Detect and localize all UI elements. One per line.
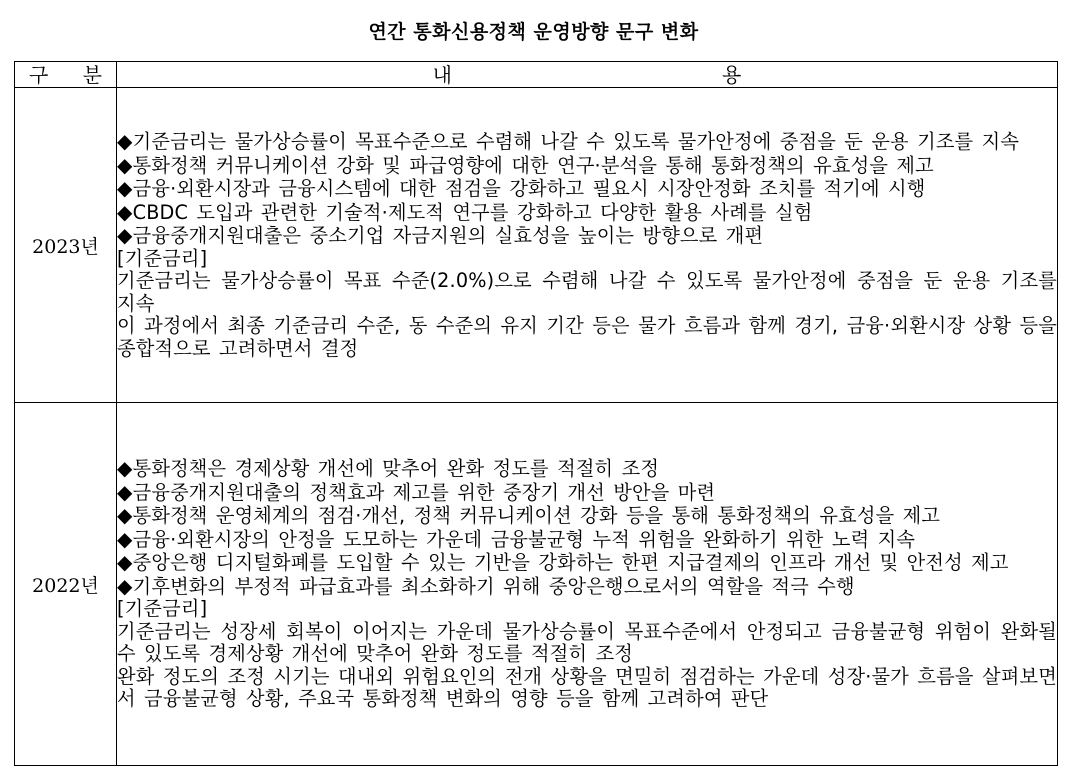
policy-comparison-table bbox=[14, 61, 1058, 766]
header-content-label-part1: 내 bbox=[432, 62, 452, 87]
bullet-item: ◆ 기준금리는 물가상승률이 목표수준으로 수렴해 나갈 수 있도록 물가안정에 중점을 둔 운용 기조를 지속 bbox=[117, 130, 1057, 154]
bullet-item: ◆ 통화정책 운영체계의 점검·개선, 정책 커뮤니케이션 강화 등을 통해 통화정책의 유효성을 제고 bbox=[117, 504, 1057, 528]
bullet-item: ◆ CBDC 도입과 관련한 기술적·제도적 연구를 강화하고 다양한 활용 사례를 실험 bbox=[117, 201, 1057, 225]
bullet-item: ◆ 금융중개지원대출은 중소기업 자금지원의 실효성을 높이는 방향으로 개편 bbox=[117, 224, 1057, 248]
content-cell bbox=[117, 403, 1058, 766]
year-cell: 2023년 bbox=[15, 88, 117, 403]
bullet-item: ◆ 통화정책 커뮤니케이션 강화 및 파급영향에 대한 연구·분석을 통해 통화정책의 유효성을 제고 bbox=[117, 154, 1057, 178]
year-cell: 2022년 bbox=[15, 403, 117, 766]
bullet-item: ◆ 금융중개지원대출의 정책효과 제고를 위한 중장기 개선 방안을 마련 bbox=[117, 481, 1057, 505]
content-cell bbox=[117, 88, 1058, 403]
paragraph: 기준금리는 성장세 회복이 이어지는 가운데 물가상승률이 목표수준에서 안정되고 금융불균형 위험이 완화될 수 있도록 경제상황 개선에 맞추어 완화 정도를 적절히 조정 bbox=[117, 619, 1057, 666]
header-category bbox=[15, 62, 117, 88]
table-row-2022 bbox=[15, 403, 1058, 766]
bullet-item: ◆ 중앙은행 디지털화폐를 도입할 수 있는 기반을 강화하는 한편 지급결제의 인프라 개선 및 안전성 제고 bbox=[117, 551, 1057, 575]
header-content bbox=[117, 62, 1058, 88]
table-row-2023 bbox=[15, 88, 1058, 403]
table-header-row bbox=[15, 62, 1058, 88]
paragraph: 기준금리는 물가상승률이 목표 수준(2.0%)으로 수렴해 나갈 수 있도록 물가안정에 중점을 둔 운용 기조를 지속 bbox=[117, 269, 1057, 315]
section-label-base-rate: [기준금리] bbox=[117, 597, 208, 621]
bullet-item: ◆ 금융·외환시장과 금융시스템에 대한 점검을 강화하고 필요시 시장안정화 조치를 적기에 시행 bbox=[117, 177, 1057, 201]
bullet-item: ◆ 통화정책은 경제상황 개선에 맞추어 완화 정도를 적절히 조정 bbox=[117, 457, 1057, 481]
header-category-label: 구 분 bbox=[29, 62, 116, 87]
header-content-label-part2: 용 bbox=[722, 62, 742, 87]
section-label-base-rate: [기준금리] bbox=[117, 246, 208, 270]
paragraph: 완화 정도의 조정 시기는 대내외 위험요인의 전개 상황을 면밀히 점검하는 가운데 성장·물가 흐름을 살펴보면서 금융불균형 상황, 주요국 통화정책 변화의 영향 등을 함께 고려하여 판단 bbox=[117, 664, 1057, 711]
bullet-item: ◆ 금융·외환시장의 안정을 도모하는 가운데 금융불균형 누적 위험을 완화하기 위한 노력 지속 bbox=[117, 528, 1057, 552]
paragraph: 이 과정에서 최종 기준금리 수준, 동 수준의 유지 기간 등은 물가 흐름과 함께 경기, 금융·외환시장 상황 등을 종합적으로 고려하면서 결정 bbox=[117, 314, 1057, 360]
bullet-item: ◆ 기후변화의 부정적 파급효과를 최소화하기 위해 중앙은행으로서의 역할을 적극 수행 bbox=[117, 575, 1057, 599]
document-title: 연간 통화신용정책 운영방향 문구 변화 bbox=[368, 21, 699, 43]
